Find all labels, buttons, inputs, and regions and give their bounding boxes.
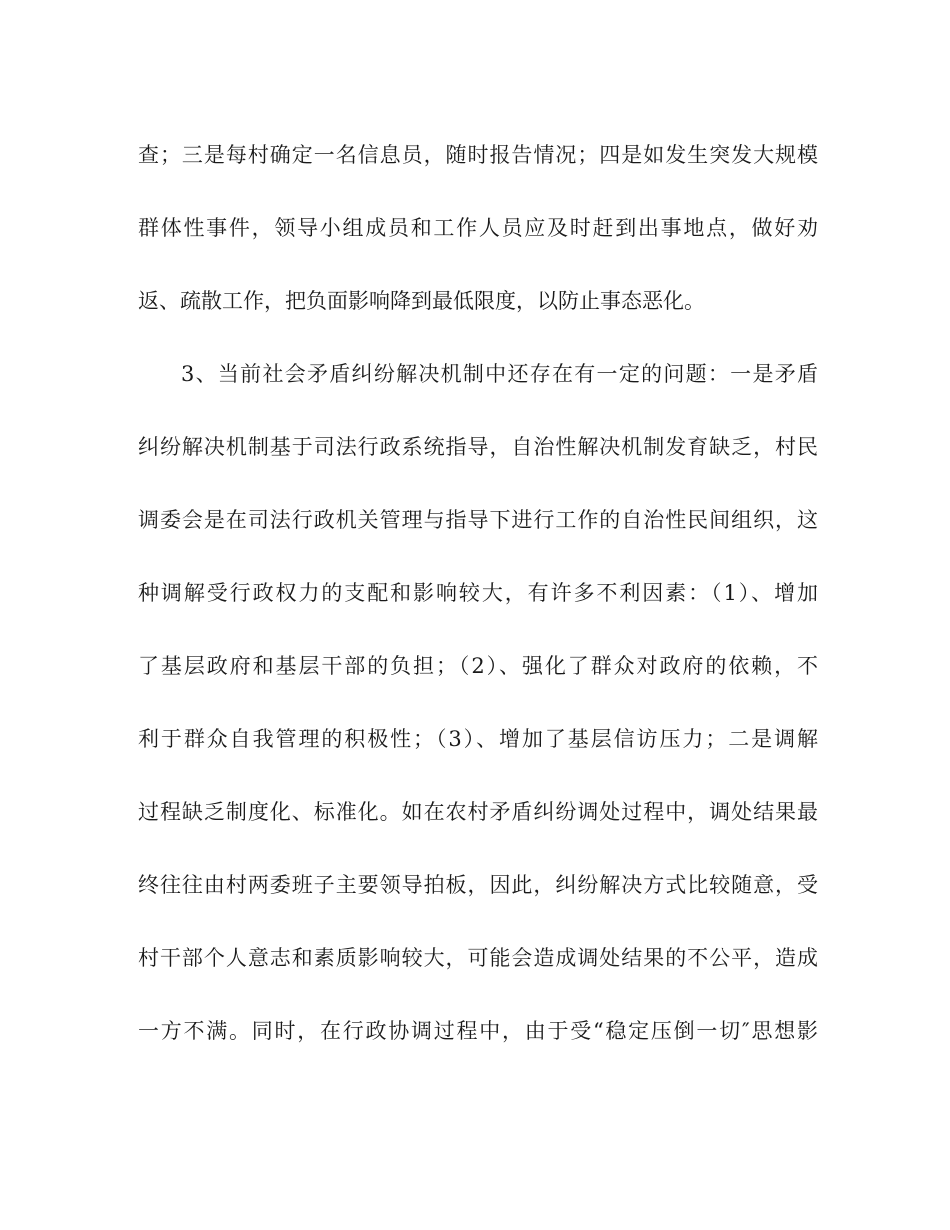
text-line: 群体性事件，领导小组成员和工作人员应及时赶到出事地点，做好劝 (138, 216, 818, 240)
text-line: 调委会是在司法行政机关管理与指导下进行工作的自治性民间组织，这 (138, 508, 818, 532)
text-line: 了基层政府和基层干部的负担；（2）、强化了群众对政府的依赖，不 (138, 654, 818, 678)
text-line: 种调解受行政权力的支配和影响较大，有许多不利因素：（1）、增加 (138, 581, 818, 605)
text-line: 纠纷解决机制基于司法行政系统指导，自治性解决机制发育缺乏，村民 (138, 435, 818, 459)
text-line: 返、疏散工作，把负面影响降到最低限度，以防止事态恶化。 (138, 289, 705, 313)
text-line: 利于群众自我管理的积极性；（3）、增加了基层信访压力；二是调解 (138, 727, 818, 751)
text-line: 一方不满。同时，在行政协调过程中，由于受“稳定压倒一切″思想影 (138, 1019, 818, 1043)
paragraph-start-line: 3、当前社会矛盾纠纷解决机制中还存在有一定的问题：一是矛盾 (181, 362, 818, 386)
text-line: 终往往由村两委班子主要领导拍板，因此，纠纷解决方式比较随意，受 (138, 873, 818, 897)
text-line: 查；三是每村确定一名信息员，随时报告情况；四是如发生突发大规模 (138, 143, 818, 167)
text-line: 过程缺乏制度化、标准化。如在农村矛盾纠纷调处过程中，调处结果最 (138, 800, 818, 824)
text-line: 村干部个人意志和素质影响较大，可能会造成调处结果的不公平，造成 (138, 946, 818, 970)
